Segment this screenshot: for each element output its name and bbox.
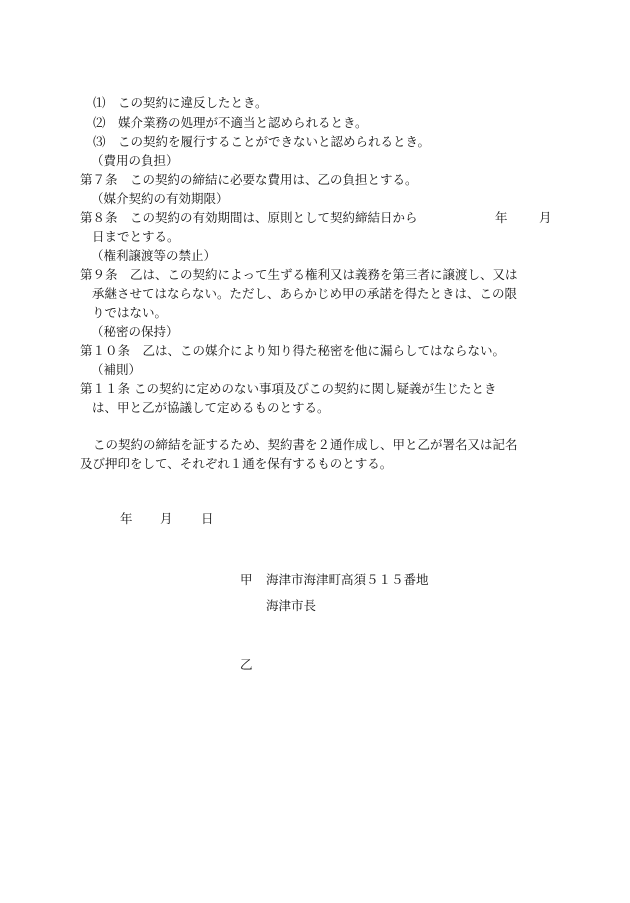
item-1-num: ⑴ [93,95,106,110]
date-day: 日 [201,511,214,526]
item-1-text: この契約に違反したとき。 [118,95,268,110]
article-8-year: 年 [495,210,508,225]
party-a-title: 海津市長 [266,598,317,613]
date-month: 月 [160,511,173,526]
article-8-month: 月 [539,210,552,225]
date-year: 年 [120,511,133,526]
item-2-num: ⑵ [93,115,106,130]
item-3-text: この契約を履行することができないと認められるとき。 [118,134,431,149]
party-b-label: 乙 [240,657,253,672]
item-2-text: 媒介業務の処理が不適当と認められるとき。 [118,115,368,130]
party-a-address: 海津市海津町高須５１５番地 [266,572,429,587]
contract-page: ⑴ この契約に違反したとき。 ⑵ 媒介業務の処理が不適当と認められるとき。 ⑶ この契約を履行することができないと認められるとき。 （費用の負担） 第７条 この契約の締結に必要な費用は、乙の負担とする。 （媒介契約の有効期限） 第８条 この契約の有効期間は、原則として契約締結日から 年 月 日までとする。 （権利譲渡等の禁止） 第９条 乙は、この契約によって生ずる権利又は義務を第三者に譲渡し、又は 承継させてはならない。ただし、あらかじめ甲の承諾を得たときは、この限 りではない。 （秘密の保持） 第１０条 乙は、この媒介により知り得た秘密を他に漏らしてはならない。 （補則） 第１１条 この契約に定めのない事項及びこの契約に関し疑義が生じたとき は、甲と乙が協議して定めるものとする。 この契約の締結を証するため、契約書を２通作成し、甲と乙が署名又は記名 及び押印をして、それぞれ１通を保有するものとする。 年 月 日 甲 海津市海津町高須５１５番地 海津市長 乙 [80,95,552,672]
item-3-num: ⑶ [93,134,106,149]
party-a-label: 甲 [240,572,253,587]
